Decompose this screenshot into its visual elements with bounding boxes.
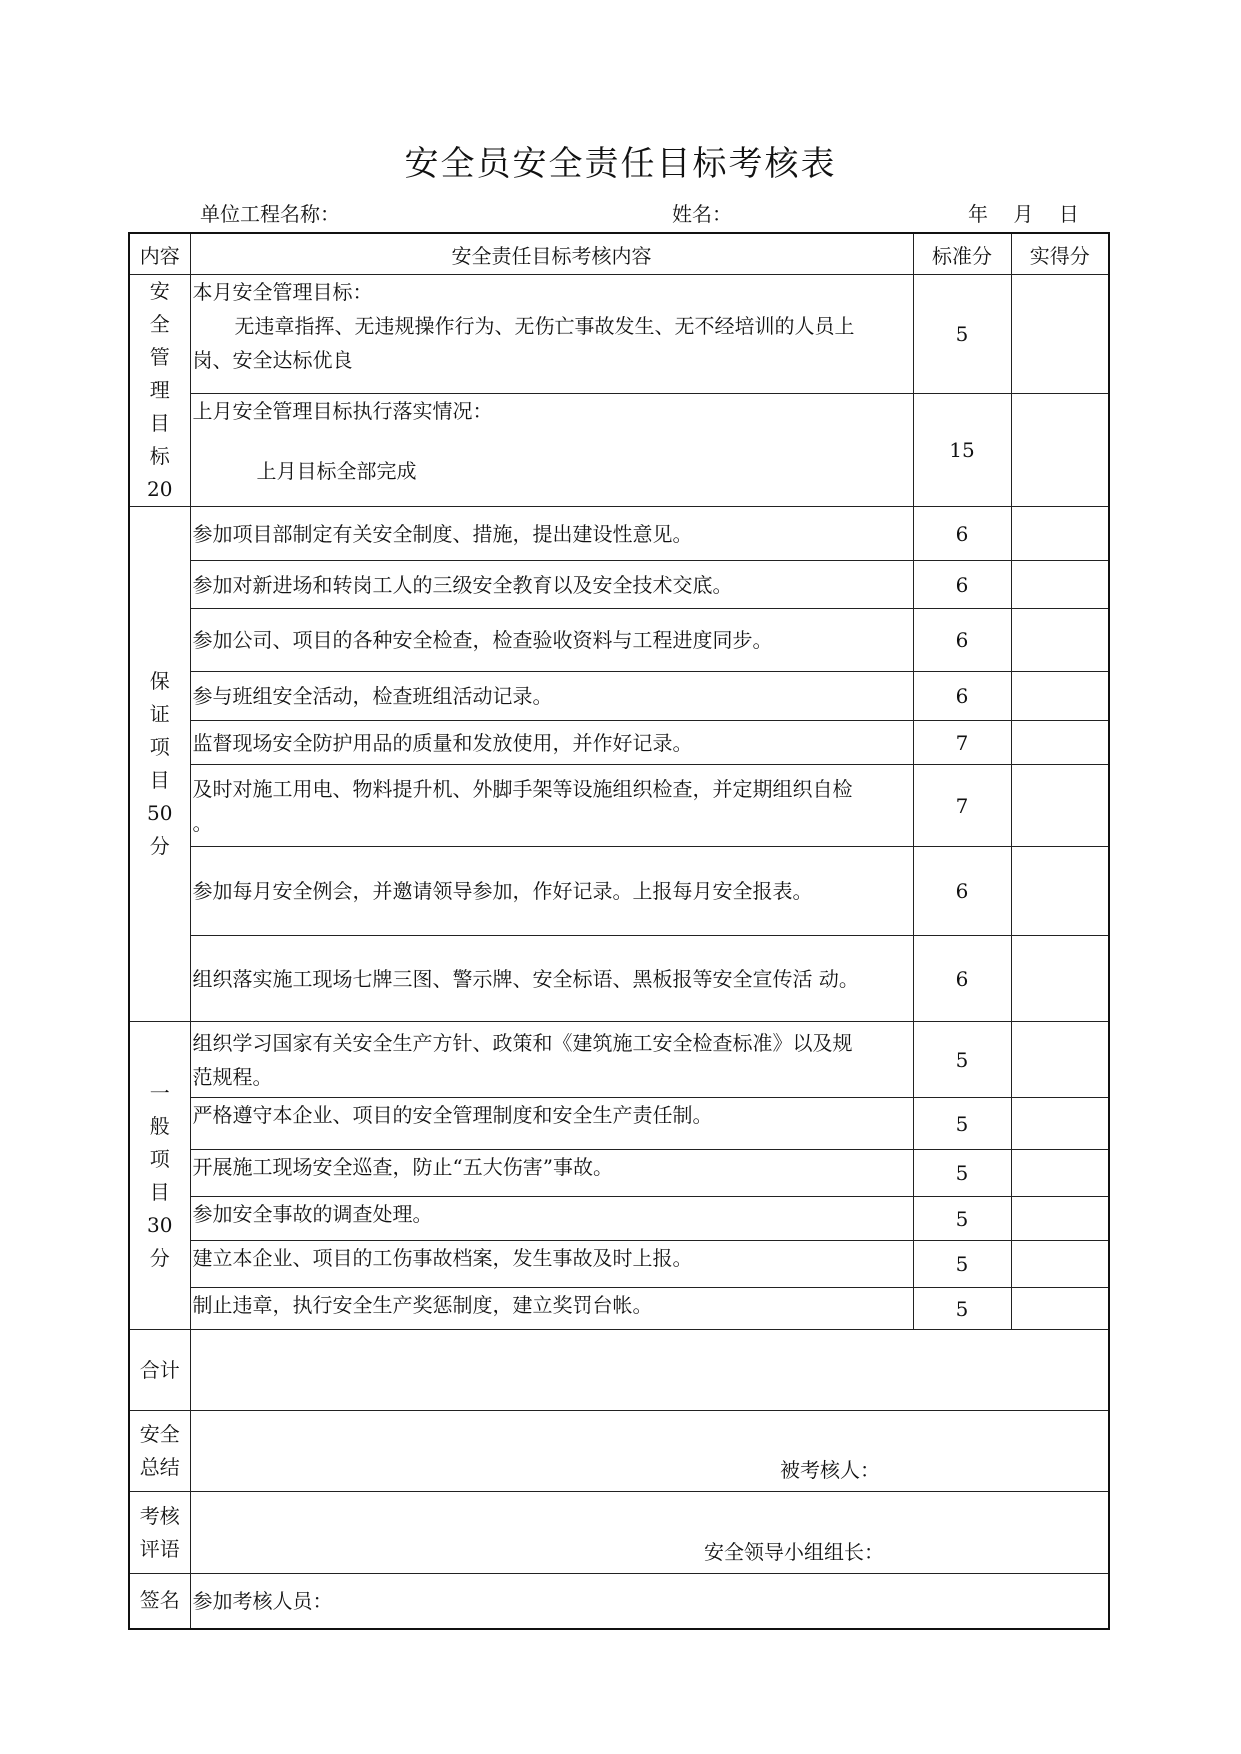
column-header-actual-score: 实得分 [1011,233,1109,275]
review-comment-label: 考核 评语 [129,1492,190,1574]
standard-score: 5 [913,1241,1011,1288]
standard-score: 5 [913,1197,1011,1241]
standard-score: 5 [913,275,1011,394]
item-text: 严格遵守本企业、项目的安全管理制度和安全生产责任制。 [190,1098,913,1150]
table-row [129,1241,1109,1288]
item-text: 监督现场安全防护用品的质量和发放使用，并作好记录。 [190,721,913,765]
table-row [129,1098,1109,1150]
actual-score-cell[interactable] [1011,1150,1109,1197]
table-row [129,936,1109,1022]
review-sign-cell[interactable] [190,1492,1109,1574]
table-row [129,275,1109,394]
table-row [129,721,1109,765]
table-row [129,507,1109,561]
participants-cell[interactable] [190,1574,1109,1629]
actual-score-cell[interactable] [1011,847,1109,936]
total-label: 合计 [129,1330,190,1411]
table-row [129,1288,1109,1330]
category-safety-management: 安 全 管 理 目 标 20 [129,275,190,507]
item-text: 及时对施工用电、物料提升机、外脚手架等设施组织检查，并定期组织自检 。 [190,765,913,847]
item-text: 组织落实施工现场七牌三图、警示牌、安全标语、黑板报等安全宣传活 动。 [190,936,913,1022]
standard-score: 15 [913,394,1011,507]
actual-score-cell[interactable] [1011,507,1109,561]
standard-score: 6 [913,672,1011,721]
actual-score-cell[interactable] [1011,1288,1109,1330]
actual-score-cell[interactable] [1011,1098,1109,1150]
date-label: 年 月 日 [968,202,1079,226]
actual-score-cell[interactable] [1011,561,1109,609]
actual-score-cell[interactable] [1011,275,1109,394]
category-general-items: 一 般 项 目 30 分 [129,1022,190,1330]
total-row [129,1330,1109,1411]
item-text: 上月安全管理目标执行落实情况： 上月目标全部完成 [190,394,913,507]
standard-score: 5 [913,1022,1011,1098]
unit-project-name-label: 单位工程名称： [200,202,340,226]
review-row [129,1492,1109,1574]
summary-row [129,1411,1109,1492]
name-label: 姓名： [672,202,732,226]
table-row [129,1197,1109,1241]
safety-summary-label: 安全 总结 [129,1411,190,1492]
signature-row [129,1574,1109,1629]
standard-score: 5 [913,1288,1011,1330]
table-row [129,609,1109,672]
participants-label: 参加考核人员： [192,1588,333,1613]
total-value-cell[interactable] [190,1330,1109,1411]
item-text: 组织学习国家有关安全生产方针、政策和《建筑施工安全检查标准》以及规 范规程。 [190,1022,913,1098]
actual-score-cell[interactable] [1011,609,1109,672]
assessee-label: 被考核人： [780,1458,880,1482]
table-row [129,1150,1109,1197]
standard-score: 6 [913,609,1011,672]
standard-score: 6 [913,847,1011,936]
actual-score-cell[interactable] [1011,1197,1109,1241]
item-text: 参加对新进场和转岗工人的三级安全教育以及安全技术交底。 [190,561,913,609]
column-header-content: 内容 [129,233,190,275]
item-text: 本月安全管理目标： 无违章指挥、无违规操作行为、无伤亡事故发生、无不经培训的人员上 岗、安全达标优良 [190,275,913,394]
standard-score: 5 [913,1098,1011,1150]
table-row [129,847,1109,936]
item-text: 参加项目部制定有关安全制度、措施，提出建设性意见。 [190,507,913,561]
signature-label: 签名 [129,1574,190,1629]
standard-score: 6 [913,561,1011,609]
table-header-row [129,233,1109,275]
actual-score-cell[interactable] [1011,1022,1109,1098]
standard-score: 5 [913,1150,1011,1197]
actual-score-cell[interactable] [1011,672,1109,721]
table-row [129,1022,1109,1098]
standard-score: 7 [913,765,1011,847]
actual-score-cell[interactable] [1011,936,1109,1022]
item-text: 参加公司、项目的各种安全检查，检查验收资料与工程进度同步。 [190,609,913,672]
column-header-items: 安全责任目标考核内容 [190,233,913,275]
item-text: 参加每月安全例会，并邀请领导参加，作好记录。上报每月安全报表。 [190,847,913,936]
summary-sign-cell[interactable] [190,1411,1109,1492]
item-text: 制止违章，执行安全生产奖惩制度，建立奖罚台帐。 [190,1288,913,1330]
safety-group-leader-label: 安全领导小组组长： [704,1540,884,1564]
actual-score-cell[interactable] [1011,721,1109,765]
category-guarantee-items: 保 证 项 目 50 分 [129,507,190,1022]
table-row [129,765,1109,847]
actual-score-cell[interactable] [1011,394,1109,507]
item-text: 建立本企业、项目的工伤事故档案，发生事故及时上报。 [190,1241,913,1288]
actual-score-cell[interactable] [1011,765,1109,847]
assessment-table [128,232,1110,1630]
table-row [129,672,1109,721]
item-text: 参加安全事故的调查处理。 [190,1197,913,1241]
document-title: 安全员安全责任目标考核表 [404,144,837,184]
standard-score: 6 [913,936,1011,1022]
table-row [129,394,1109,507]
column-header-standard-score: 标准分 [913,233,1011,275]
item-text: 参与班组安全活动，检查班组活动记录。 [190,672,913,721]
standard-score: 7 [913,721,1011,765]
table-row [129,561,1109,609]
standard-score: 6 [913,507,1011,561]
item-text: 开展施工现场安全巡查，防止“五大伤害”事故。 [190,1150,913,1197]
actual-score-cell[interactable] [1011,1241,1109,1288]
